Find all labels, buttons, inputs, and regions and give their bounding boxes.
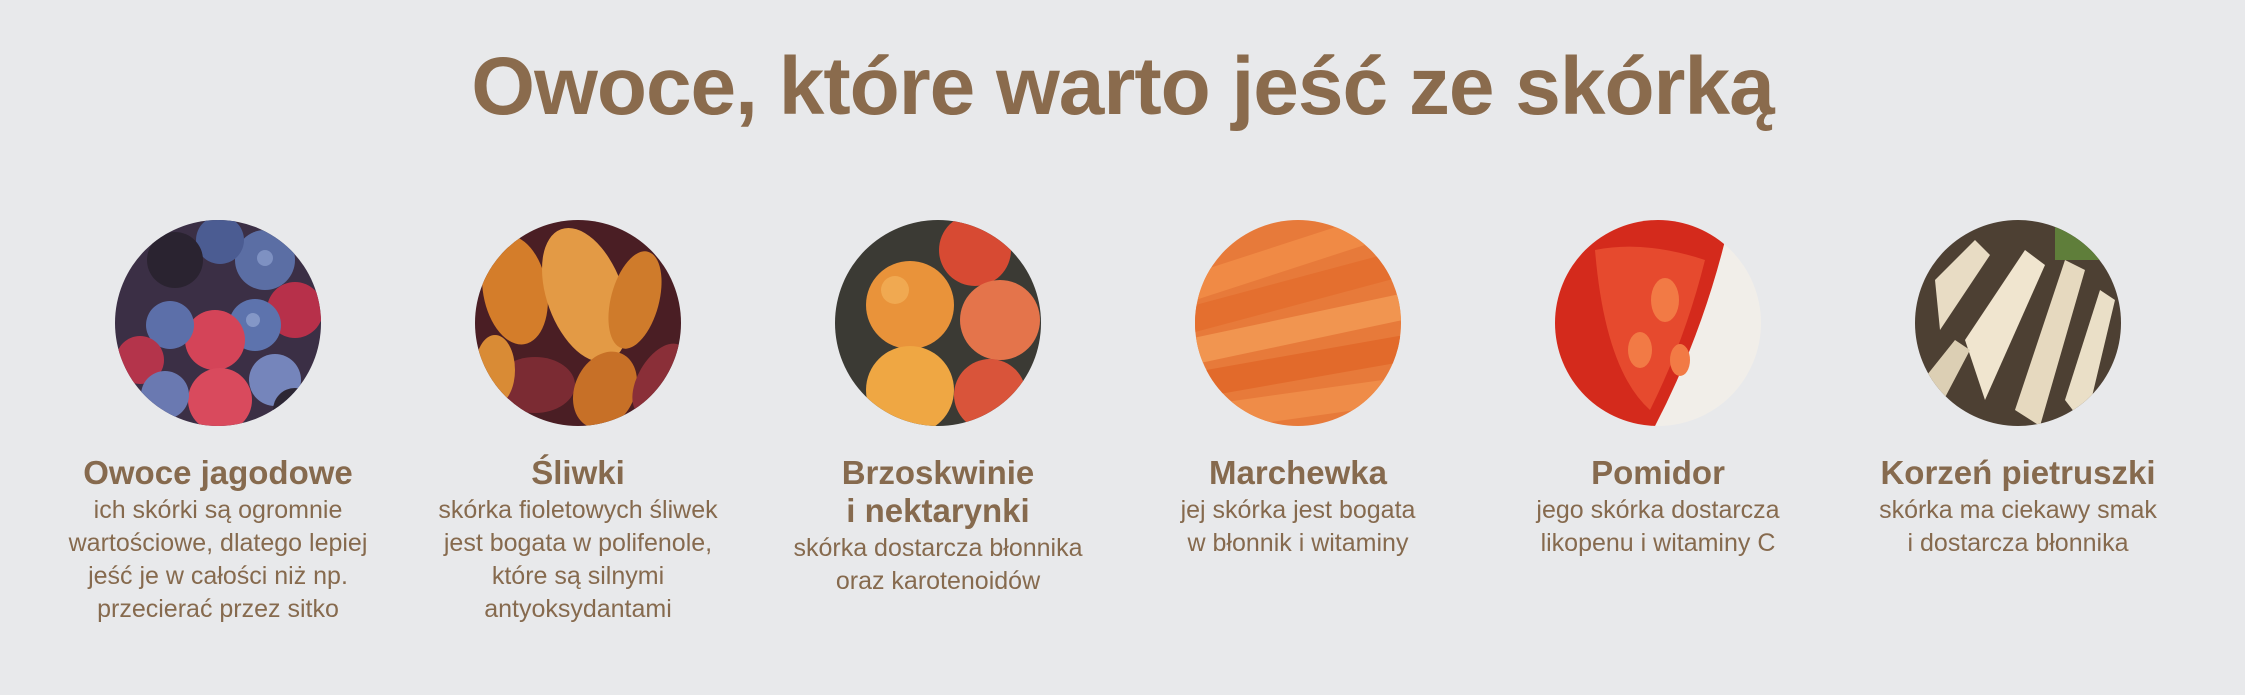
list-item-tomato [1478,220,1838,560]
item-description: ich skórki są ogromnie wartościowe, dlatego lepiej jeść je w całości niż np. przecierać przez sitko [68,496,368,623]
list-item-peaches [758,220,1118,598]
item-name: Śliwki [531,454,625,491]
parsley-root-photo [1915,220,2121,426]
item-description: skórka fioletowych śliwek jest bogata w polifenole, które są silnymi antyoksydantami [438,496,718,623]
item-name: Marchewka [1209,454,1387,491]
item-description: jej skórka jest bogata w błonnik i witaminy [1180,496,1416,557]
item-name: Korzeń pietruszki [1880,454,2156,491]
list-item-plums [398,220,758,626]
list-item-parsley-root [1838,220,2198,560]
page-title: Owoce, które warto jeść ze skórką [471,41,1774,132]
berries-photo [115,220,321,426]
item-description: skórka dostarcza błonnika oraz karotenoidów [793,534,1083,595]
plums-photo [475,220,681,426]
item-name: Pomidor [1591,454,1725,491]
item-name: Brzoskwinie i nektarynki [841,454,1035,529]
list-item-berries [38,220,398,626]
list-item-carrot [1118,220,1478,560]
carrot-photo [1195,220,1401,426]
item-description: jego skórka dostarcza likopenu i witaminy C [1536,496,1780,557]
peaches-photo [835,220,1041,426]
item-name: Owoce jagodowe [83,454,353,491]
tomato-photo [1555,220,1761,426]
fruit-list [0,220,2245,680]
item-description: skórka ma ciekawy smak i dostarcza błonnika [1879,496,2157,557]
